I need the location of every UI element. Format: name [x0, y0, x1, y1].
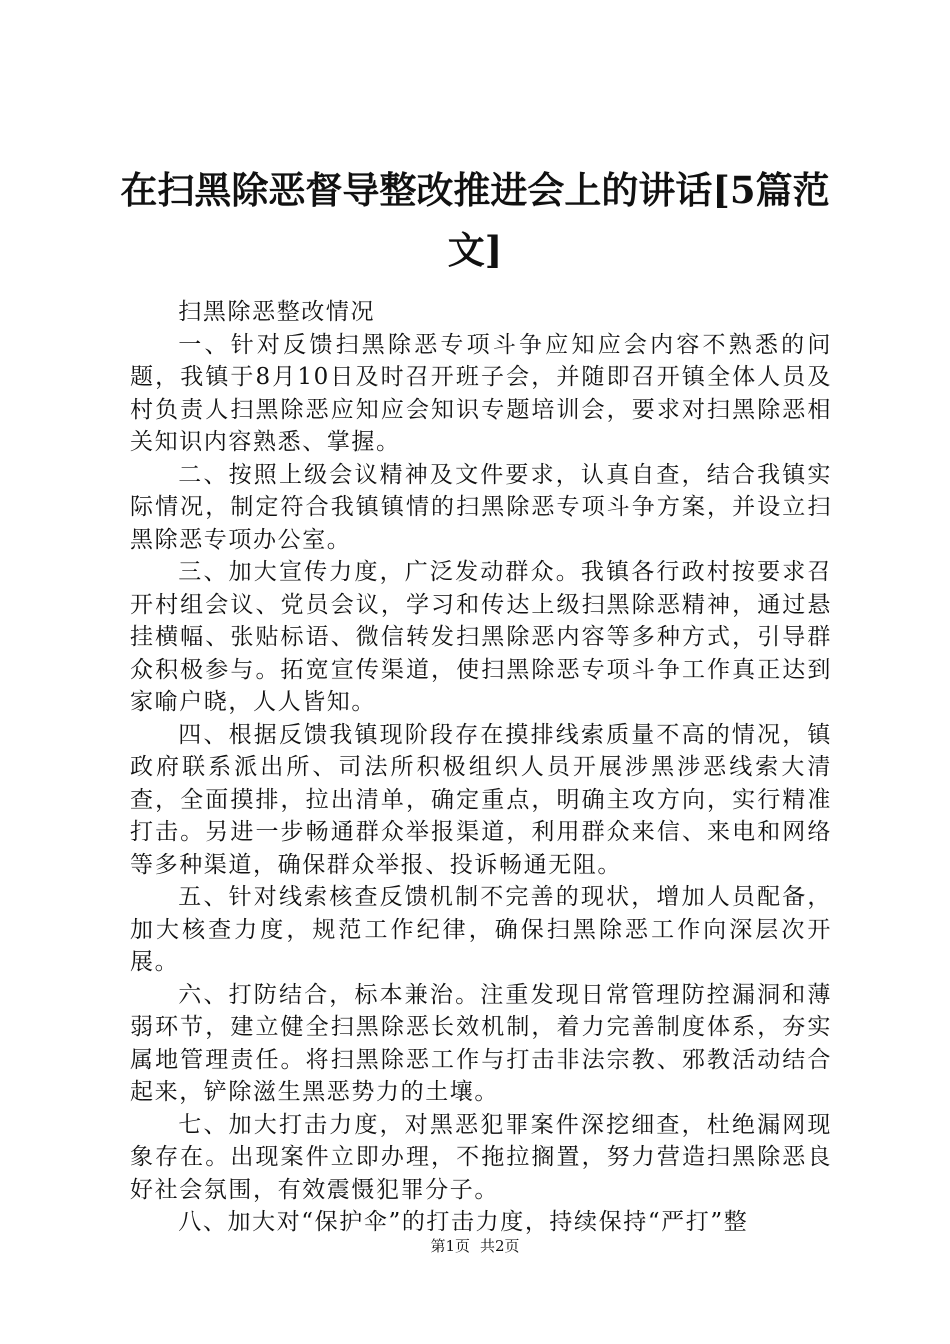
document-title: [120, 160, 830, 280]
paragraph-4: 四、根据反馈我镇现阶段存在摸排线索质量不高的情况，镇政府联系派出所、司法所积极组织人员开展涉黑涉恶线索大清查，全面摸排，拉出清单，确定重点，明确主攻方向，实行精准打击。另进一步畅通群众举报渠道，利用群众来信、来电和网络等多种渠道，确保群众举报、投诉畅通无阻。: [130, 721, 832, 878]
paragraph-5: 五、针对线索核查反馈机制不完善的现状，增加人员配备，加大核查力度，规范工作纪律，确保扫黑除恶工作向深层次开展。: [130, 884, 832, 975]
paragraph-7: 七、加大打击力度，对黑恶犯罪案件深挖细查，杜绝漏网现象存在。出现案件立即办理，不拖拉搁置，努力营造扫黑除恶良好社会氛围，有效震慑犯罪分子。: [130, 1111, 832, 1203]
title-line-1: 在扫黑除恶督导整改推进会上的讲话[5篇范: [120, 168, 830, 212]
page-footer: [0, 1236, 950, 1256]
page-total: 共2页: [480, 1237, 520, 1255]
paragraph-3: 三、加大宣传力度，广泛发动群众。我镇各行政村按要求召开村组会议、党员会议，学习和传达上级扫黑除恶精神，通过悬挂横幅、张贴标语、微信转发扫黑除恶内容等多种方式，引导群众积极参与。拓宽宣传渠道，使扫黑除恶专项斗争工作真正达到家喻户晓，人人皆知。: [130, 559, 832, 715]
document-body: [130, 296, 832, 1239]
paragraph-6: 六、打防结合，标本兼治。注重发现日常管理防控漏洞和薄弱环节，建立健全扫黑除恶长效机制，着力完善制度体系，夯实属地管理责任。将扫黑除恶工作与打击非法宗教、邪教活动结合起来，铲除滋生黑恶势力的土壤。: [130, 981, 832, 1105]
paragraph-8: 八、加大对“保护伞”的打击力度，持续保持“严打”整: [178, 1209, 749, 1235]
paragraph-1: 一、针对反馈扫黑除恶专项斗争应知应会内容不熟悉的问题，我镇于8月10日及时召开班子会，并随即召开镇全体人员及村负责人扫黑除恶应知应会知识专题培训会，要求对扫黑除恶相关知识内容熟悉、掌握。: [130, 331, 832, 455]
paragraph-heading: 扫黑除恶整改情况: [178, 299, 376, 325]
page-number: 第1页: [430, 1237, 470, 1255]
paragraph-2: 二、按照上级会议精神及文件要求，认真自查，结合我镇实际情况，制定符合我镇镇情的扫黑除恶专项斗争方案，并设立扫黑除恶专项办公室。: [130, 461, 832, 553]
title-line-2: 文]: [447, 228, 503, 272]
